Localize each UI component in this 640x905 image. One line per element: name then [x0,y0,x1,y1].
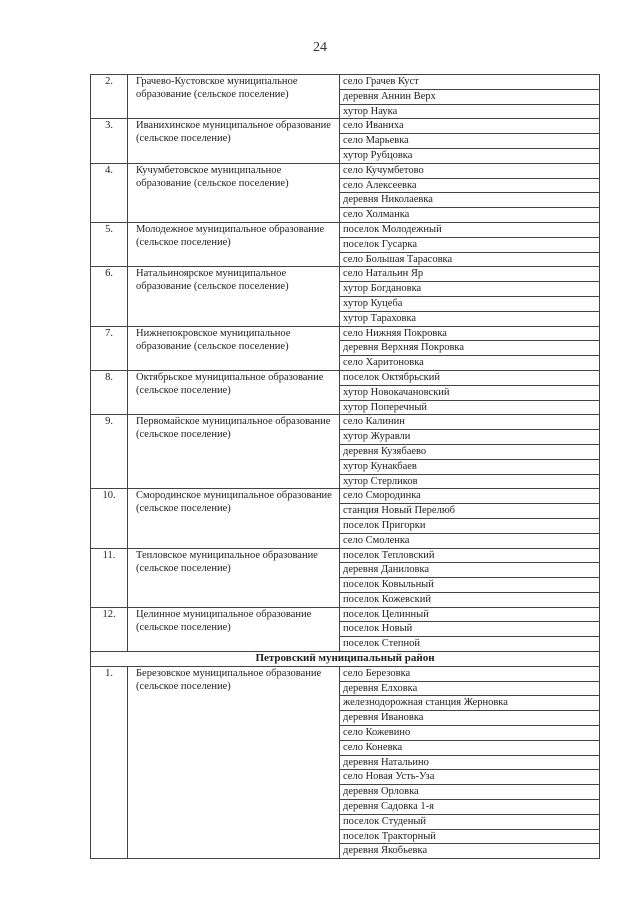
table-row [91,267,600,282]
settlement-name: хутор Журавли [340,430,600,445]
table-row [91,607,600,622]
row-number: 3. [91,119,128,163]
settlement-name: деревня Николаевка [340,193,600,208]
row-number: 7. [91,326,128,370]
row-number: 4. [91,163,128,222]
settlement-name: хутор Куцеба [340,296,600,311]
settlement-name: хутор Наука [340,104,600,119]
settlement-name: село Калинин [340,415,600,430]
table-row [91,222,600,237]
settlement-name: поселок Тракторный [340,829,600,844]
row-number: 8. [91,370,128,414]
settlement-name: село Смоленка [340,533,600,548]
settlement-name: поселок Молодежный [340,222,600,237]
settlement-name: село Кучумбетово [340,163,600,178]
settlement-name: село Коневка [340,740,600,755]
table-row [91,119,600,134]
row-number: 5. [91,222,128,266]
settlement-name: хутор Кунакбаев [340,459,600,474]
municipality-name: Иванихинское муниципальное образование (сельское поселение) [128,119,340,163]
table-row [91,326,600,341]
settlements-table-body [91,75,600,859]
settlement-name: железнодорожная станция Жерновка [340,696,600,711]
settlement-name: поселок Тепловский [340,548,600,563]
settlement-name: село Кожевино [340,726,600,741]
settlement-name: поселок Кожевский [340,592,600,607]
settlement-name: поселок Целинный [340,607,600,622]
settlement-name: село Холманка [340,208,600,223]
settlement-name: деревня Натальино [340,755,600,770]
table-row [91,163,600,178]
settlement-name: село Грачев Куст [340,75,600,90]
row-number: 6. [91,267,128,326]
settlement-name: деревня Садовка 1-я [340,800,600,815]
settlements-table [90,74,600,859]
settlement-name: село Марьевка [340,134,600,149]
settlement-name: хутор Рубцовка [340,148,600,163]
settlement-name: село Иваниха [340,119,600,134]
municipality-name: Натальиноярское муниципальное образование (сельское поселение) [128,267,340,326]
settlement-name: село Смородинка [340,489,600,504]
table-row [91,489,600,504]
settlement-name: хутор Стерликов [340,474,600,489]
settlement-name: деревня Кузябаево [340,444,600,459]
settlement-name: село Березовка [340,666,600,681]
settlement-name: деревня Аннин Верх [340,89,600,104]
municipality-name: Первомайское муниципальное образование (сельское поселение) [128,415,340,489]
settlement-name: станция Новый Перелюб [340,504,600,519]
municipality-name: Молодежное муниципальное образование (сельское поселение) [128,222,340,266]
settlement-name: село Натальин Яр [340,267,600,282]
row-number: 11. [91,548,128,607]
section-title: Петровский муниципальный район [91,652,600,667]
table-row [91,548,600,563]
table-row [91,75,600,90]
settlement-name: село Новая Усть-Уза [340,770,600,785]
settlement-name: село Харитоновка [340,356,600,371]
row-number: 12. [91,607,128,651]
settlement-name: поселок Новый [340,622,600,637]
settlement-name: хутор Поперечный [340,400,600,415]
settlement-name: поселок Пригорки [340,518,600,533]
settlement-name: деревня Ивановка [340,711,600,726]
settlement-name: село Алексеевка [340,178,600,193]
section-header-row [91,652,600,667]
municipality-name: Целинное муниципальное образование (сельское поселение) [128,607,340,651]
row-number: 2. [91,75,128,119]
row-number: 9. [91,415,128,489]
municipality-name: Октябрьское муниципальное образование (сельское поселение) [128,370,340,414]
settlement-name: хутор Новокачановский [340,385,600,400]
row-number: 10. [91,489,128,548]
settlement-name: поселок Гусарка [340,237,600,252]
table-row [91,666,600,681]
settlement-name: деревня Орловка [340,785,600,800]
municipality-name: Смородинское муниципальное образование (сельское поселение) [128,489,340,548]
municipality-name: Нижнепокровское муниципальное образование (сельское поселение) [128,326,340,370]
settlement-name: село Нижняя Покровка [340,326,600,341]
row-number: 1. [91,666,128,858]
table-row [91,370,600,385]
settlement-name: хутор Богдановка [340,282,600,297]
settlement-name: село Большая Тарасовка [340,252,600,267]
municipality-name: Березовское муниципальное образование (сельское поселение) [128,666,340,858]
settlement-name: деревня Якобьевка [340,844,600,859]
settlement-name: поселок Ковыльный [340,578,600,593]
municipality-name: Кучумбетовское муниципальное образование (сельское поселение) [128,163,340,222]
table-row [91,415,600,430]
page-number: 24 [313,40,327,55]
settlement-name: поселок Октябрьский [340,370,600,385]
municipality-name: Тепловское муниципальное образование (сельское поселение) [128,548,340,607]
settlement-name: деревня Даниловка [340,563,600,578]
settlement-name: поселок Степной [340,637,600,652]
settlement-name: деревня Елховка [340,681,600,696]
settlement-name: деревня Верхняя Покровка [340,341,600,356]
settlement-name: поселок Студеный [340,814,600,829]
municipality-name: Грачево-Кустовское муниципальное образование (сельское поселение) [128,75,340,119]
settlement-name: хутор Тараховка [340,311,600,326]
